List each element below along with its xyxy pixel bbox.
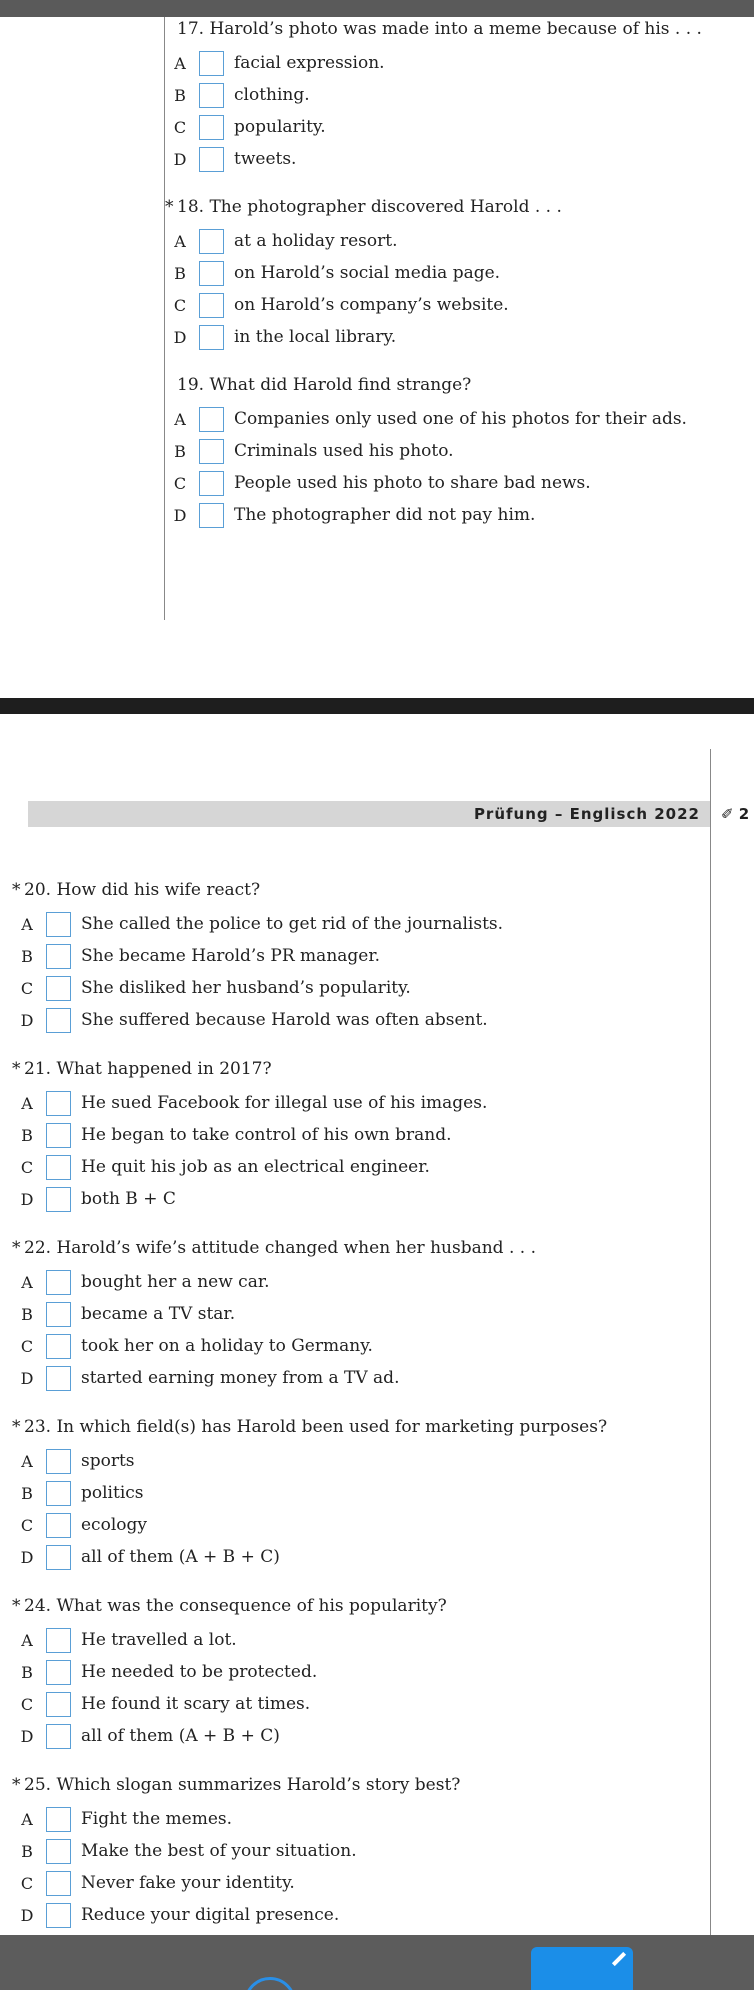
- page-2: [0, 714, 754, 1935]
- option-letter: D: [173, 505, 187, 525]
- option-b: [12, 1835, 460, 1867]
- option-letter: C: [173, 473, 187, 493]
- option-a: [165, 47, 702, 79]
- options-list: [165, 47, 702, 175]
- option-d: [12, 1720, 447, 1752]
- options-list: [12, 1445, 607, 1573]
- option-letter: B: [21, 1125, 33, 1145]
- checkbox[interactable]: [46, 1366, 71, 1391]
- option-letter: C: [20, 1336, 34, 1356]
- option-letter: A: [174, 53, 186, 73]
- option-d: [12, 1541, 607, 1573]
- option-a: [12, 1266, 536, 1298]
- checkbox[interactable]: [46, 1334, 71, 1359]
- option-text: became a TV star.: [81, 1304, 236, 1324]
- option-letter: B: [174, 263, 186, 283]
- option-text: He found it scary at times.: [81, 1694, 311, 1714]
- question-17: [165, 17, 702, 175]
- option-text: She disliked her husband’s popularity.: [81, 978, 411, 998]
- option-a: [165, 225, 562, 257]
- option-a: [12, 908, 503, 940]
- star-marker: *: [12, 1059, 21, 1079]
- option-b: [165, 257, 562, 289]
- page-header: [28, 801, 710, 827]
- option-letter: B: [21, 1662, 33, 1682]
- option-b: [12, 1119, 487, 1151]
- option-text: in the local library.: [234, 327, 397, 347]
- option-d: [12, 1362, 536, 1394]
- option-letter: D: [20, 1010, 34, 1030]
- checkbox[interactable]: [199, 325, 224, 350]
- option-letter: A: [21, 1630, 33, 1650]
- question-21: [12, 1057, 487, 1215]
- option-letter: C: [173, 295, 187, 315]
- option-b: [12, 1298, 536, 1330]
- option-b: [165, 435, 687, 467]
- question-20: [12, 878, 503, 1036]
- option-c: [12, 1330, 536, 1362]
- checkbox[interactable]: [46, 1155, 71, 1180]
- question-label: 23. In which field(s) has Harold been used for marketing purposes?: [24, 1417, 608, 1437]
- option-b: [165, 79, 702, 111]
- option-text: bought her a new car.: [81, 1272, 270, 1292]
- checkbox[interactable]: [46, 976, 71, 1001]
- question-label: 22. Harold’s wife’s attitude changed when her husband . . .: [24, 1238, 536, 1258]
- option-letter: C: [20, 978, 34, 998]
- checkbox[interactable]: [199, 439, 224, 464]
- option-text: He began to take control of his own brand.: [81, 1125, 452, 1145]
- options-list: [12, 908, 503, 1036]
- pencil-icon: [612, 1952, 626, 1966]
- question-22: [12, 1236, 536, 1394]
- option-text: Companies only used one of his photos for their ads.: [234, 409, 687, 429]
- option-text: all of them (A + B + C): [81, 1726, 280, 1746]
- option-text: started earning money from a TV ad.: [81, 1368, 400, 1388]
- star-marker: *: [165, 197, 174, 217]
- option-c: [165, 289, 562, 321]
- option-c: [12, 1151, 487, 1183]
- option-letter: D: [20, 1905, 34, 1925]
- option-text: Fight the memes.: [81, 1809, 233, 1829]
- star-marker: *: [12, 1417, 21, 1437]
- checkbox[interactable]: [199, 407, 224, 432]
- options-list: [12, 1087, 487, 1215]
- options-list: [165, 225, 562, 353]
- checkbox[interactable]: [199, 147, 224, 172]
- option-letter: A: [21, 1809, 33, 1829]
- option-a: [165, 403, 687, 435]
- checkbox[interactable]: [46, 1660, 71, 1685]
- question-text: [12, 1236, 536, 1260]
- checkbox[interactable]: [46, 1449, 71, 1474]
- question-text: [12, 1057, 487, 1081]
- option-text: facial expression.: [234, 53, 385, 73]
- checkbox[interactable]: [199, 503, 224, 528]
- edit-button[interactable]: [531, 1947, 633, 1990]
- checkbox[interactable]: [46, 1724, 71, 1749]
- option-letter: D: [173, 149, 187, 169]
- checkbox[interactable]: [46, 944, 71, 969]
- checkbox[interactable]: [46, 1903, 71, 1928]
- option-d: [165, 321, 562, 353]
- option-d: [12, 1899, 460, 1931]
- star-marker: *: [12, 1775, 21, 1795]
- option-letter: C: [20, 1157, 34, 1177]
- options-list: [12, 1803, 460, 1931]
- checkbox[interactable]: [46, 1302, 71, 1327]
- question-text: [165, 195, 562, 219]
- checkbox[interactable]: [46, 1545, 71, 1570]
- question-23: [12, 1415, 607, 1573]
- checkbox[interactable]: [46, 1123, 71, 1148]
- option-text: Criminals used his photo.: [234, 441, 454, 461]
- question-24: [12, 1594, 447, 1752]
- option-text: sports: [81, 1451, 135, 1471]
- option-text: The photographer did not pay him.: [234, 505, 536, 525]
- option-letter: A: [21, 1093, 33, 1113]
- question-text: [12, 878, 503, 902]
- checkbox[interactable]: [46, 1628, 71, 1653]
- option-a: [12, 1624, 447, 1656]
- option-c: [165, 467, 687, 499]
- option-text: on Harold’s social media page.: [234, 263, 501, 283]
- checkbox[interactable]: [46, 1481, 71, 1506]
- option-letter: A: [21, 914, 33, 934]
- checkbox[interactable]: [199, 471, 224, 496]
- option-d: [12, 1004, 503, 1036]
- star-marker: *: [12, 880, 21, 900]
- option-letter: D: [20, 1726, 34, 1746]
- checkbox[interactable]: [46, 1513, 71, 1538]
- question-18: [165, 195, 562, 353]
- checkbox[interactable]: [199, 83, 224, 108]
- question-label: 18. The photographer discovered Harold . . .: [177, 197, 562, 217]
- option-a: [12, 1803, 460, 1835]
- question-text: [12, 1773, 460, 1797]
- question-label: 21. What happened in 2017?: [24, 1059, 272, 1079]
- option-text: popularity.: [234, 117, 326, 137]
- question-19: [165, 373, 687, 531]
- checkbox[interactable]: [46, 1871, 71, 1896]
- option-letter: B: [174, 441, 186, 461]
- question-text: [12, 1594, 447, 1618]
- option-text: Never fake your identity.: [81, 1873, 295, 1893]
- option-c: [12, 1688, 447, 1720]
- option-text: both B + C: [81, 1189, 176, 1209]
- option-letter: B: [21, 1304, 33, 1324]
- star-marker: *: [12, 1596, 21, 1616]
- option-letter: D: [173, 327, 187, 347]
- checkbox[interactable]: [199, 51, 224, 76]
- checkbox[interactable]: [46, 1807, 71, 1832]
- option-c: [12, 1509, 607, 1541]
- option-text: People used his photo to share bad news.: [234, 473, 591, 493]
- checkbox[interactable]: [46, 1839, 71, 1864]
- option-text: She called the police to get rid of the journalists.: [81, 914, 504, 934]
- checkbox[interactable]: [46, 1187, 71, 1212]
- option-letter: A: [21, 1451, 33, 1471]
- option-text: politics: [81, 1483, 144, 1503]
- option-b: [12, 940, 503, 972]
- margin-line: [710, 749, 711, 1935]
- question-text: [12, 1415, 607, 1439]
- option-letter: B: [21, 946, 33, 966]
- option-c: [12, 1867, 460, 1899]
- option-text: Make the best of your situation.: [81, 1841, 357, 1861]
- option-letter: C: [20, 1694, 34, 1714]
- option-a: [12, 1087, 487, 1119]
- checkbox[interactable]: [199, 293, 224, 318]
- options-list: [12, 1266, 536, 1394]
- page-number: ✐ 2: [711, 801, 754, 827]
- option-text: clothing.: [234, 85, 310, 105]
- option-d: [165, 499, 687, 531]
- option-letter: D: [20, 1547, 34, 1567]
- option-letter: A: [21, 1272, 33, 1292]
- option-letter: D: [20, 1368, 34, 1388]
- option-text: He travelled a lot.: [81, 1630, 237, 1650]
- option-letter: B: [21, 1483, 33, 1503]
- option-letter: A: [174, 409, 186, 429]
- option-text: She became Harold’s PR manager.: [81, 946, 381, 966]
- options-list: [165, 403, 687, 531]
- option-letter: C: [173, 117, 187, 137]
- page-title: Prüfung – Englisch 2022: [473, 805, 700, 823]
- question-label: 25. Which slogan summarizes Harold’s story best?: [24, 1775, 461, 1795]
- option-b: [12, 1477, 607, 1509]
- question-text: [165, 17, 702, 41]
- option-text: He sued Facebook for illegal use of his images.: [81, 1093, 488, 1113]
- option-letter: B: [174, 85, 186, 105]
- option-c: [165, 111, 702, 143]
- option-text: He quit his job as an electrical engineer.: [81, 1157, 430, 1177]
- option-text: ecology: [81, 1515, 147, 1535]
- option-d: [165, 143, 702, 175]
- option-c: [12, 972, 503, 1004]
- option-text: on Harold’s company’s website.: [234, 295, 509, 315]
- option-text: all of them (A + B + C): [81, 1547, 280, 1567]
- star-marker: *: [12, 1238, 21, 1258]
- page-separator: [0, 698, 754, 714]
- question-label: 19. What did Harold find strange?: [177, 375, 472, 395]
- option-text: took her on a holiday to Germany.: [81, 1336, 373, 1356]
- checkbox[interactable]: [199, 115, 224, 140]
- question-label: 24. What was the consequence of his popularity?: [24, 1596, 447, 1616]
- options-list: [12, 1624, 447, 1752]
- question-25: [12, 1773, 460, 1931]
- option-text: He needed to be protected.: [81, 1662, 318, 1682]
- option-letter: D: [20, 1189, 34, 1209]
- option-text: Reduce your digital presence.: [81, 1905, 340, 1925]
- checkbox[interactable]: [199, 261, 224, 286]
- checkbox[interactable]: [46, 1270, 71, 1295]
- checkbox[interactable]: [46, 1091, 71, 1116]
- checkbox[interactable]: [199, 229, 224, 254]
- option-letter: B: [21, 1841, 33, 1861]
- option-letter: C: [20, 1515, 34, 1535]
- top-strip: [0, 0, 754, 17]
- option-d: [12, 1183, 487, 1215]
- option-text: tweets.: [234, 149, 297, 169]
- option-text: She suffered because Harold was often absent.: [81, 1010, 488, 1030]
- checkbox[interactable]: [46, 1692, 71, 1717]
- question-label: 20. How did his wife react?: [24, 880, 261, 900]
- option-letter: A: [174, 231, 186, 251]
- circle-tool-button[interactable]: [244, 1977, 296, 1990]
- checkbox[interactable]: [46, 1008, 71, 1033]
- question-text: [165, 373, 687, 397]
- option-letter: C: [20, 1873, 34, 1893]
- checkbox[interactable]: [46, 912, 71, 937]
- page-1: [0, 17, 754, 698]
- bottom-toolbar: [0, 1935, 754, 1990]
- option-text: at a holiday resort.: [234, 231, 398, 251]
- option-a: [12, 1445, 607, 1477]
- option-b: [12, 1656, 447, 1688]
- question-label: 17. Harold’s photo was made into a meme because of his . . .: [177, 19, 702, 39]
